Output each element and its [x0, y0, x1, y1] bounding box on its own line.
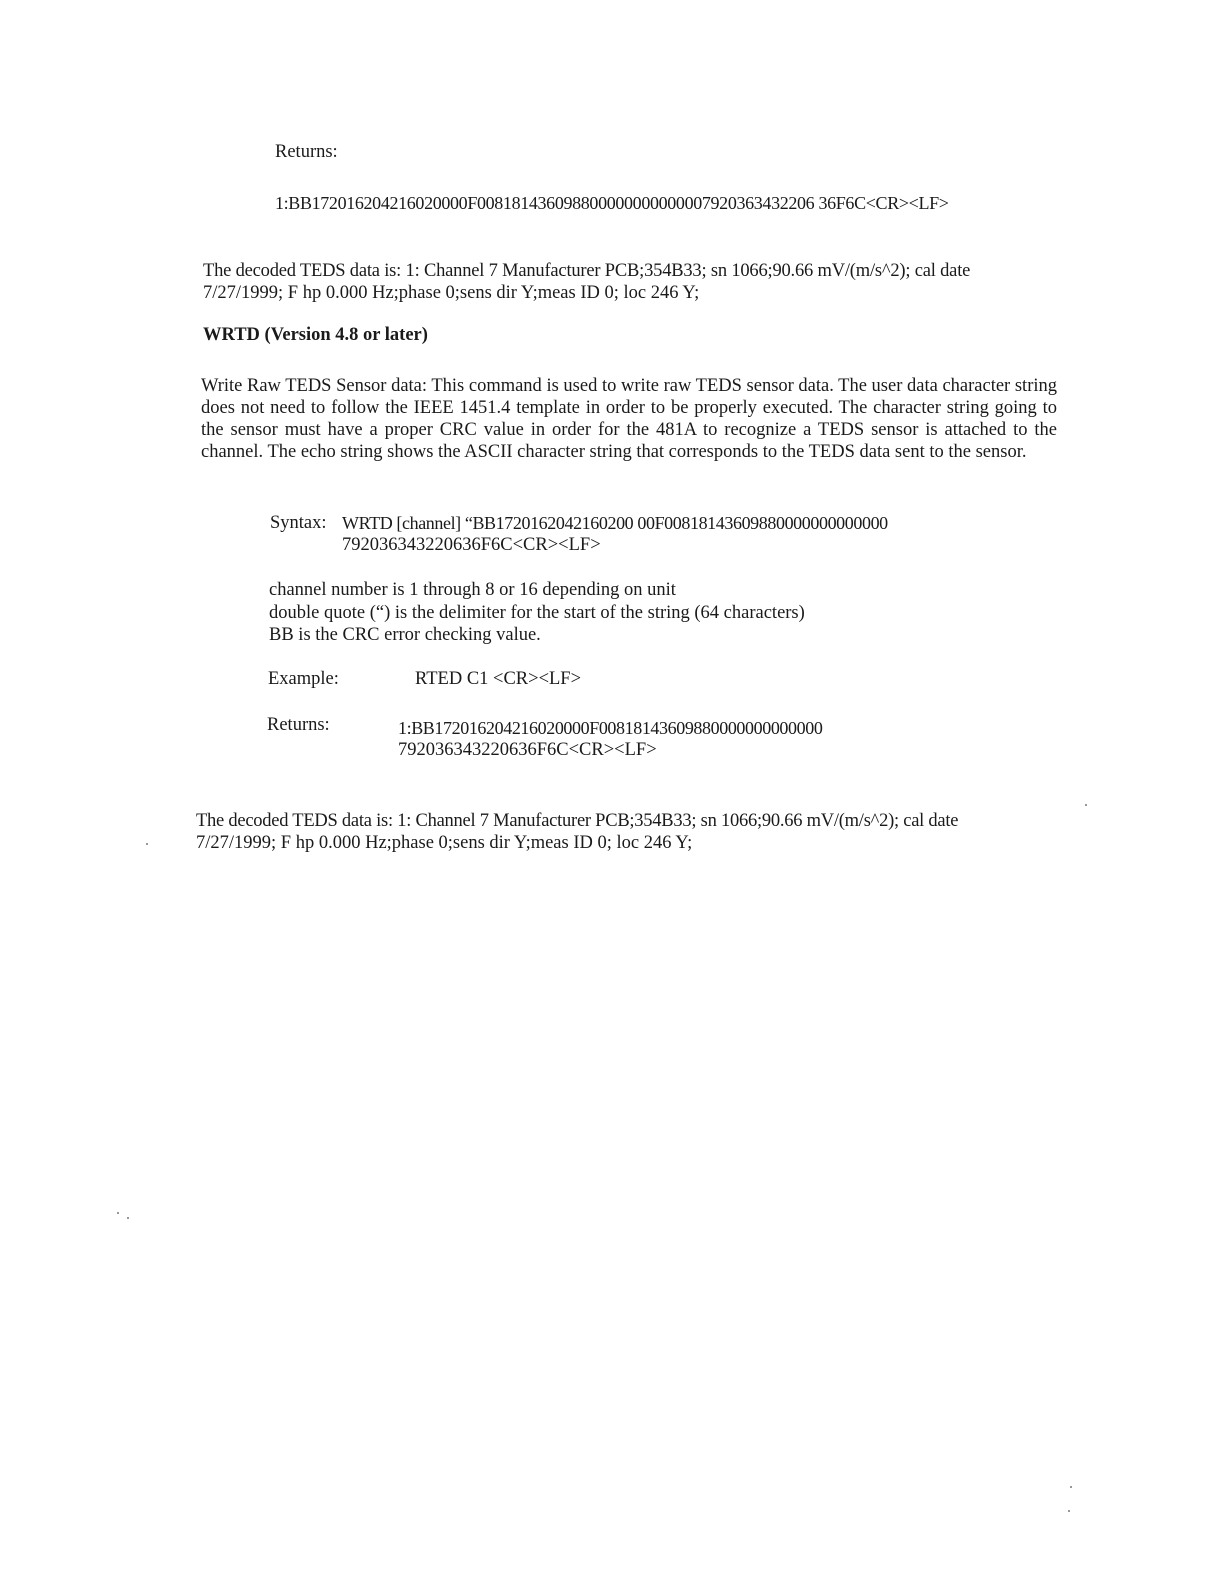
note-channel-number: channel number is 1 through 8 or 16 depending on unit: [269, 580, 676, 600]
scan-speck: [117, 1212, 119, 1214]
decoded-2-line2: 7/27/1999; F hp 0.000 Hz;phase 0;sens dir Y;meas ID 0; loc 246 Y;: [196, 833, 693, 853]
top-returns-value: 1:BB172016204216020000F008181436098800000000000007920363432206 36F6C<CR><LF>: [275, 193, 949, 213]
syntax-label: Syntax:: [270, 513, 327, 533]
scan-speck: [1068, 1510, 1070, 1512]
decoded-2-line1: The decoded TEDS data is: 1: Channel 7 Manufacturer PCB;354B33; sn 1066;90.66 mV/(m/s^2); cal date: [196, 811, 959, 831]
section-heading: WRTD (Version 4.8 or later): [203, 325, 428, 345]
top-returns-label: Returns:: [275, 142, 338, 162]
scan-speck: [127, 1217, 129, 1219]
description-paragraph: Write Raw TEDS Sensor data: This command is used to write raw TEDS sensor data. The user data character string does not need to follow the IEEE 1451.4 template in order to be properly executed. The character string going to the sensor must have a proper CRC value in order for the 481A to recognize a TEDS sensor is attached to the channel. The echo string shows the ASCII character string that corresponds to the TEDS data sent to the sensor.: [201, 376, 1057, 462]
returns-label: Returns:: [267, 715, 330, 735]
returns-line2: 792036343220636F6C<CR><LF>: [398, 740, 657, 760]
decoded-1-line1: The decoded TEDS data is: 1: Channel 7 Manufacturer PCB;354B33; sn 1066;90.66 mV/(m/s^2); cal date: [203, 261, 971, 281]
decoded-1-line2: 7/27/1999; F hp 0.000 Hz;phase 0;sens dir Y;meas ID 0; loc 246 Y;: [203, 283, 700, 303]
syntax-line2: 792036343220636F6C<CR><LF>: [342, 535, 601, 555]
scan-speck: [1070, 1486, 1072, 1488]
syntax-line1: WRTD [channel] “BB1720162042160200 00F00818143609880000000000000: [342, 513, 888, 533]
example-label: Example:: [268, 669, 339, 689]
example-value: RTED C1 <CR><LF>: [415, 669, 582, 689]
scan-speck: [1085, 804, 1087, 806]
returns-line1: 1:BB172016204216020000F00818143609880000000000000: [398, 718, 823, 738]
scan-speck: [146, 843, 148, 845]
note-double-quote: double quote (“) is the delimiter for the start of the string (64 characters): [269, 603, 805, 623]
note-crc: BB is the CRC error checking value.: [269, 625, 541, 645]
